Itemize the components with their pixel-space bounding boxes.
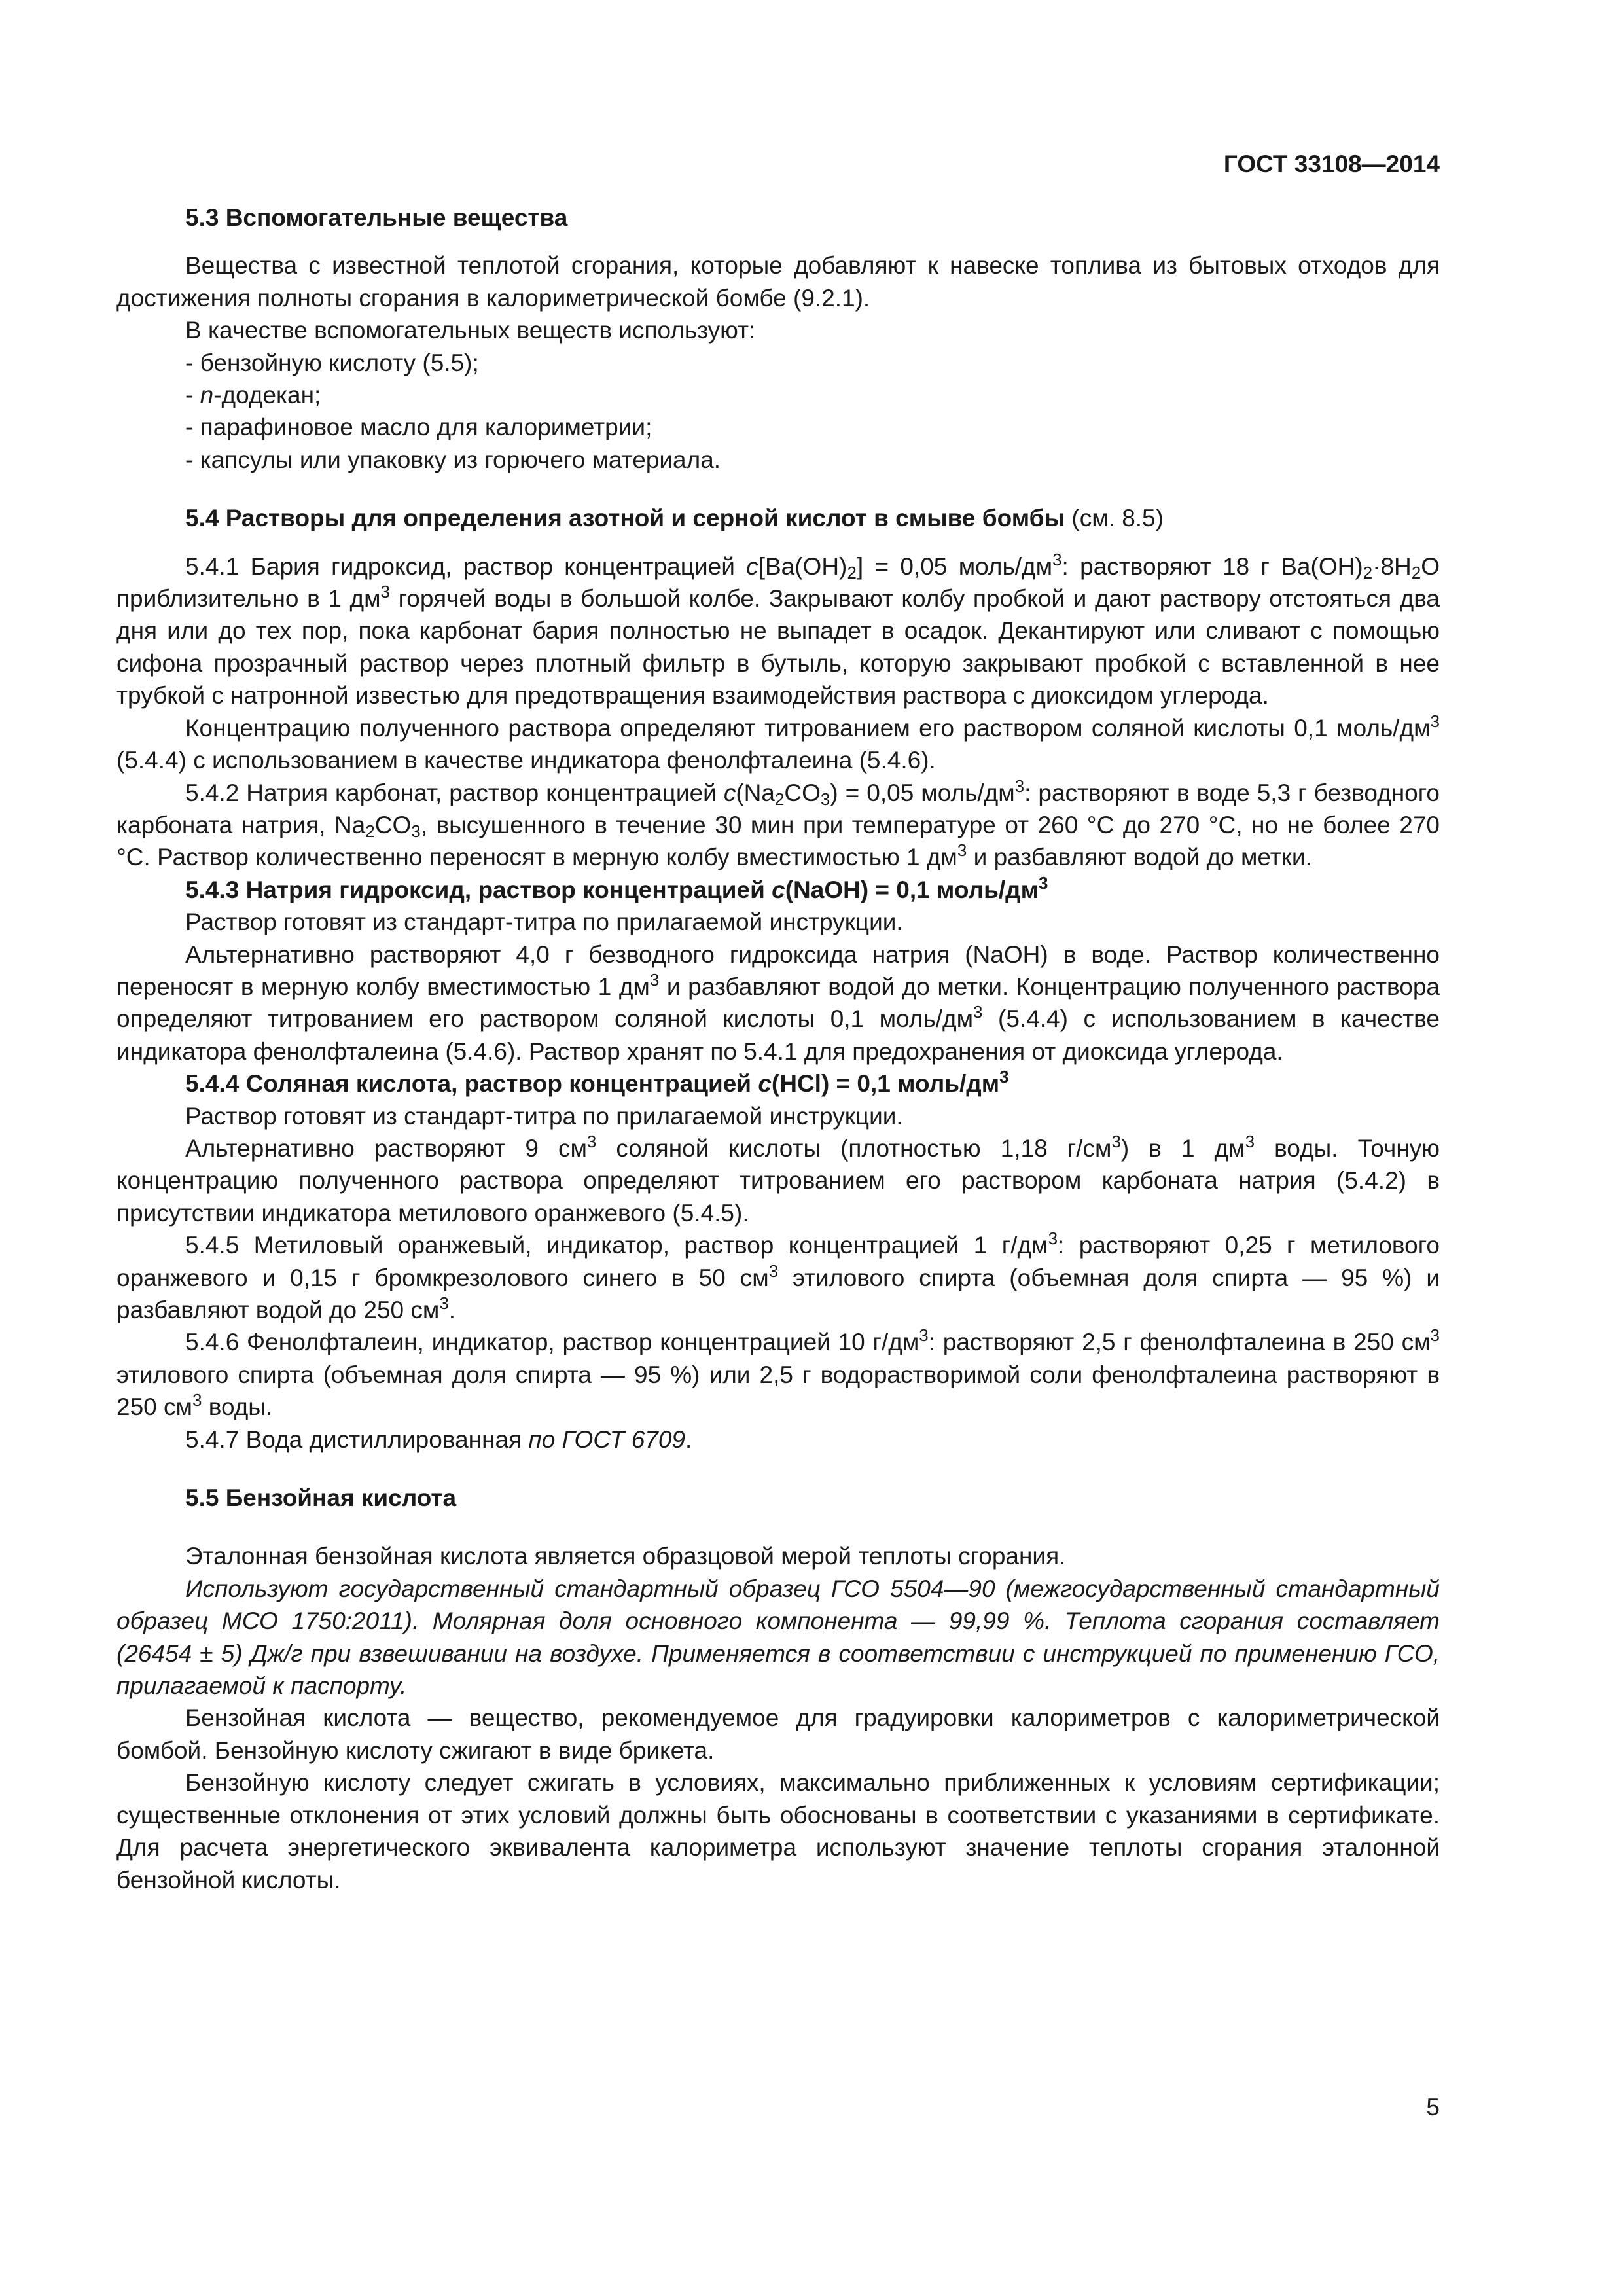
list-item: - n-додекан; xyxy=(185,382,321,409)
paragraph-5-5-3: Бензойная кислота — вещество, рекомендуемое для градуировки калориметров с калориметрической бомбой. Бензойную кислоту сжигают в виде брикета. xyxy=(116,1704,1440,1764)
paragraph-5-4-1: 5.4.1 Бария гидроксид, раствор концентрацией $c[Ba(OH)_2] = 0,05$ моль/$дм^3$: растворяют 18 г $Ba(OH)_2\cdot 8H_2O$ приблизительно в 1 $дм^3$ горячей воды в большой колбе. Закрывают колбу пробкой и дают раствору отстояться два дня или до тех пор, пока карбонат бария полностью не выпадет в осадок. Декантируют или сливают с помощью сифона прозрачный раствор через плотный фильтр в бутыль, которую закрывают пробкой с вставленной в нее трубкой с натронной известью для предотвращения взаимодействия раствора с диоксидом углерода. xyxy=(116,549,1440,709)
section-5-4-heading: 5.4 Растворы для определения азотной и серной кислот в смыве бомбы (см. 8.5) xyxy=(185,505,1164,532)
list-item: - парафиновое масло для калориметрии; xyxy=(185,414,652,441)
page-content xyxy=(116,149,1440,1896)
paragraph-5-4-3-a: Раствор готовят из стандарт-титра по прилагаемой инструкции. xyxy=(185,908,903,936)
section-5-3-heading: 5.3 Вспомогательные вещества xyxy=(185,204,568,231)
page-number: 5 xyxy=(1426,2094,1440,2121)
paragraph-5-4-5: 5.4.5 Метиловый оранжевый, индикатор, раствор концентрацией 1 $г/дм^3$: растворяют 0,25 г метилового оранжевого и 0,15 г бромкрезолового синего в 50 $см^3$ этилового спирта (объемная доля спирта — 95 %) и разбавляют водой до 250 $см^3$. xyxy=(116,1229,1440,1323)
section-5-4-3-heading: 5.4.3 Натрия гидроксид, раствор концентрацией c(NaOH) = 0,1 моль/$дм^3$ xyxy=(185,872,1048,903)
list-item: - капсулы или упаковку из горючего материала. xyxy=(185,446,721,473)
paragraph-5-5-4: Бензойную кислоту следует сжигать в условиях, максимально приближенных к условиям сертификации; существенные отклонения от этих условий должны быть обоснованы в соответствии с указаниями в сертификате. Для расчета энергетического эквивалента калориметра используют значение теплоты сгорания эталонной бензойной кислоты. xyxy=(116,1769,1440,1893)
paragraph-5-4-1-concentration: Концентрацию полученного раствора определяют титрованием его раствором соляной кислоты 0,1 моль/$дм^3$ (5.4.4) с использованием в качестве индикатора фенолфталеина (5.4.6). xyxy=(116,711,1440,774)
paragraph-5-5-1: Эталонная бензойная кислота является образцовой мерой теплоты сгорания. xyxy=(185,1543,1066,1570)
document-id-header: ГОСТ 33108—2014 xyxy=(1223,151,1440,177)
section-5-5-heading: 5.5 Бензойная кислота xyxy=(185,1484,457,1512)
paragraph-5-4-6: 5.4.6 Фенолфталеин, индикатор, раствор концентрацией 10 $г/дм^3$: растворяют 2,5 г фенолфталеина в 250 $см^3$ этилового спирта (объемная доля спирта — 95 %) или 2,5 г водорастворимой соли фенолфталеина растворяют в 250 $см^3$ воды. xyxy=(116,1325,1440,1421)
paragraph-5-4-7: 5.4.7 Вода дистиллированная по ГОСТ 6709. xyxy=(185,1426,692,1453)
section-5-3-paragraph: Вещества с известной теплотой сгорания, которые добавляют к навеске топлива из бытовых отходов для достижения полноты сгорания в калориметрической бомбе (9.2.1). xyxy=(116,252,1440,312)
section-5-4-4-heading: 5.4.4 Соляная кислота, раствор концентрацией c(HCl) = 0,1 моль/$дм^3$ xyxy=(185,1067,1009,1098)
list-item: - бензойную кислоту (5.5); xyxy=(185,349,479,376)
section-5-3-intro: В качестве вспомогательных веществ используют: xyxy=(185,317,756,344)
paragraph-5-5-2: Используют государственный стандартный образец ГСО 5504—90 (межгосударственный стандартный образец МСО 1750:2011). Молярная доля основного компонента — 99,99 %. Теплота сгорания составляет (26454 ± 5) Дж/г при взвешивании на воздухе. Применяется в соответствии с инструкцией по применению ГСО, прилагаемой к паспорту. xyxy=(116,1575,1440,1700)
paragraph-5-4-3-b: Альтернативно растворяют 4,0 г безводного гидроксида натрия (NaOH) в воде. Раствор количественно переносят в мерную колбу вместимостью 1 $дм^3$ и разбавляют водой до метки. Концентрацию полученного раствора определяют титрованием его раствором соляной кислоты 0,1 моль/$дм^3$ (5.4.4) с использованием в качестве индикатора фенолфталеина (5.4.6). Раствор хранят по 5.4.1 для предохранения от диоксида углерода. xyxy=(116,941,1440,1065)
paragraph-5-4-2: 5.4.2 Натрия карбонат, раствор концентрацией $c(Na_2CO_3) = 0,05$ моль/$дм^3$: растворяют в воде 5,3 г безводного карбоната натрия, $Na_2CO_3$, высушенного в течение 30 мин при температуре от 260 °С до 270 °С, но не более 270 °С. Раствор количественно переносят в мерную колбу вместимостью 1 $дм^3$ и разбавляют водой до метки. xyxy=(116,776,1440,871)
paragraph-5-4-4-a: Раствор готовят из стандарт-титра по прилагаемой инструкции. xyxy=(185,1102,903,1130)
paragraph-5-4-4-b: Альтернативно растворяют 9 $см^3$ соляной кислоты (плотностью 1,18 $г/см^3$) в 1 $дм^3$ воды. Точную концентрацию полученного раствора определяют титрованием его раствором карбоната натрия (5.4.2) в присутствии индикатора метилового оранжевого (5.4.5). xyxy=(116,1131,1440,1227)
